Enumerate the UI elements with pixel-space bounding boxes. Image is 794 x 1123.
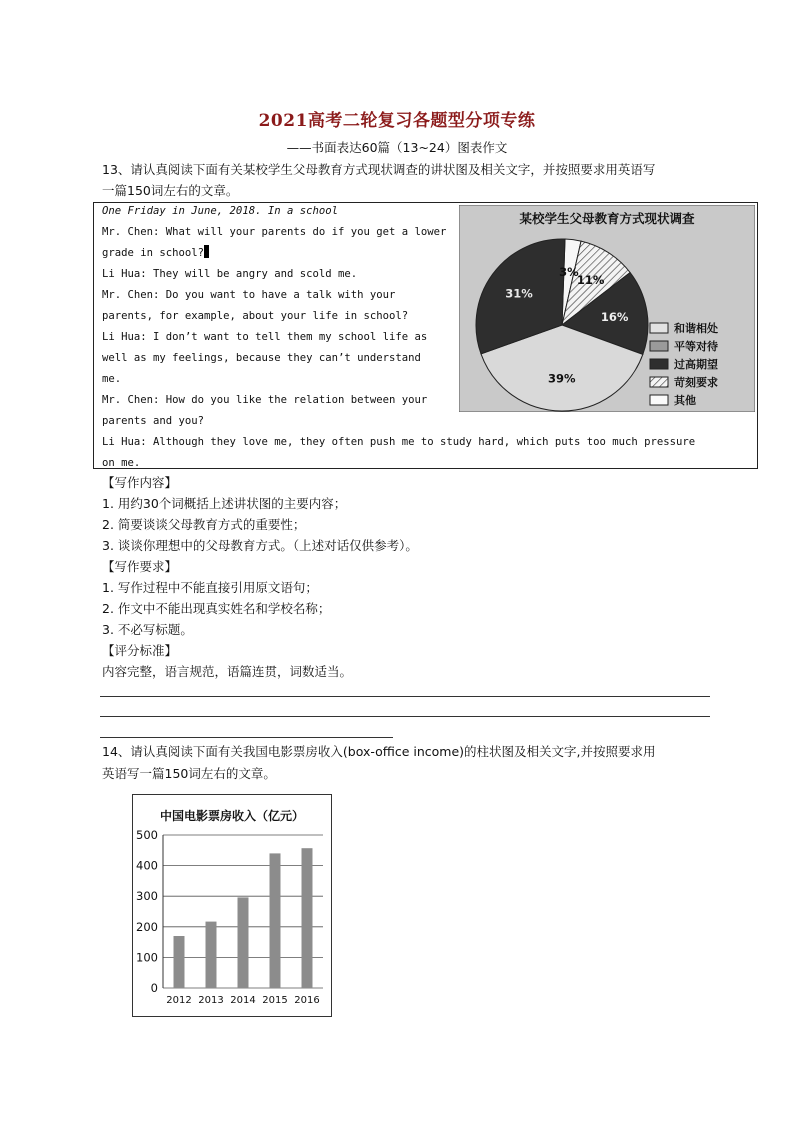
y-tick-label: 0: [150, 981, 158, 995]
x-tick-label: 2012: [166, 995, 192, 1006]
writing-line: [100, 737, 393, 738]
dialogue-line: Li Hua: They will be angry and scold me.: [102, 268, 358, 280]
bar-chart: [133, 795, 331, 1016]
x-tick-label: 2016: [294, 995, 320, 1006]
scoring-heading: 【评分标准】: [102, 643, 178, 658]
pie-chart: [459, 205, 755, 412]
page-subtitle: ——书面表达60篇（13~24）图表作文: [286, 140, 508, 155]
requirements-heading: 【写作要求】: [102, 559, 178, 574]
prompt-line: 英语写一篇150词左右的文章。: [102, 766, 276, 781]
content-heading: 【写作内容】: [102, 475, 178, 490]
dialogue-line: well as my feelings, because they can’t understand: [102, 352, 421, 364]
bar-2012: [174, 936, 185, 988]
legend-swatch-2: [650, 341, 668, 351]
legend-label-5: 其他: [674, 394, 696, 407]
dialogue-line: parents, for example, about your life in school?: [102, 310, 409, 322]
content-item: 3. 谈谈你理想中的父母教育方式。（上述对话仅供参考）。: [102, 538, 418, 553]
dialogue-setting: One Friday in June, 2018. In a school: [102, 205, 338, 217]
prompt-line: 13、请认真阅读下面有关某校学生父母教育方式现状调查的讲状图及相关文字，并按照要求用英语写: [102, 162, 656, 177]
page-title: 2021高考二轮复习各题型分项专练: [258, 111, 536, 131]
text-cursor: [204, 245, 209, 258]
pie-label-5: 31%: [505, 286, 533, 301]
dialogue-line: Mr. Chen: What will your parents do if you get a lower: [102, 226, 447, 238]
pie-label-4: 39%: [548, 371, 576, 386]
content-item: 2. 简要谈谈父母教育方式的重要性；: [102, 517, 306, 532]
x-tick-label: 2015: [262, 995, 288, 1006]
question-13-prompt: [102, 159, 722, 201]
dialogue-line: [102, 243, 448, 264]
legend-label-4: 苛刻要求: [674, 376, 718, 389]
pie-label-3: 16%: [600, 309, 629, 324]
dialogue-line: Li Hua: Although they love me, they often push me to study hard, which puts too much pressure: [102, 436, 696, 448]
y-tick-label: 300: [136, 889, 158, 904]
prompt-line: 一篇150词左右的文章。: [102, 183, 239, 198]
legend-label-2: 平等对待: [674, 340, 718, 353]
dialogue-line: Mr. Chen: How do you like the relation between your: [102, 394, 428, 406]
writing-line: [100, 716, 710, 717]
y-tick-label: 100: [136, 950, 158, 965]
dialogue-line: Li Hua: I don’t want to tell them my school life as: [102, 331, 428, 343]
bar-chart-panel: [132, 794, 332, 1017]
legend-swatch-3: [650, 359, 668, 369]
requirement-item: 2. 作文中不能出现真实姓名和学校名称；: [102, 601, 331, 616]
scoring-text: 内容完整，语言规范，语篇连贯，词数适当。: [102, 664, 353, 679]
y-tick-label: 400: [136, 858, 158, 873]
dialogue-line: on me.: [102, 457, 141, 469]
requirement-item: 1. 写作过程中不能直接引用原文语句；: [102, 580, 318, 595]
pie-title: 某校学生父母教育方式现状调查: [519, 211, 695, 226]
x-tick-label: 2014: [230, 995, 256, 1006]
requirement-item: 3. 不必写标题。: [102, 622, 193, 637]
y-tick-label: 500: [136, 828, 158, 842]
legend-label-1: 和谐相处: [674, 322, 718, 335]
bar-2016: [302, 848, 313, 988]
question-14-prompt: [102, 741, 722, 785]
pie-label-2: 11%: [576, 273, 605, 288]
y-tick-label: 200: [136, 919, 158, 934]
dialogue-line: Mr. Chen: Do you want to have a talk with your: [102, 289, 396, 301]
dialogue-line-text: grade in school?: [102, 247, 205, 259]
bar-2013: [206, 922, 217, 988]
pie-label-1: 3%: [559, 265, 579, 280]
bar-title: 中国电影票房收入（亿元）: [159, 809, 305, 823]
legend-label-3: 过高期望: [674, 358, 718, 371]
legend-swatch-5: [650, 395, 668, 405]
writing-line: [100, 696, 710, 697]
dialogue-line: me.: [102, 373, 122, 385]
legend-swatch-1: [650, 323, 668, 333]
bar-2014: [238, 897, 249, 988]
pie-chart-panel: [459, 205, 755, 412]
content-item: 1. 用约30个词概括上述讲状图的主要内容；: [102, 496, 347, 511]
bar-2015: [270, 853, 281, 988]
prompt-line: 14、请认真阅读下面有关我国电影票房收入(box-office income)的柱状图及相关文字,并按照要求用: [102, 744, 656, 759]
dialogue-line: parents and you?: [102, 415, 205, 427]
legend-swatch-4: [650, 377, 668, 387]
x-tick-label: 2013: [198, 995, 224, 1006]
